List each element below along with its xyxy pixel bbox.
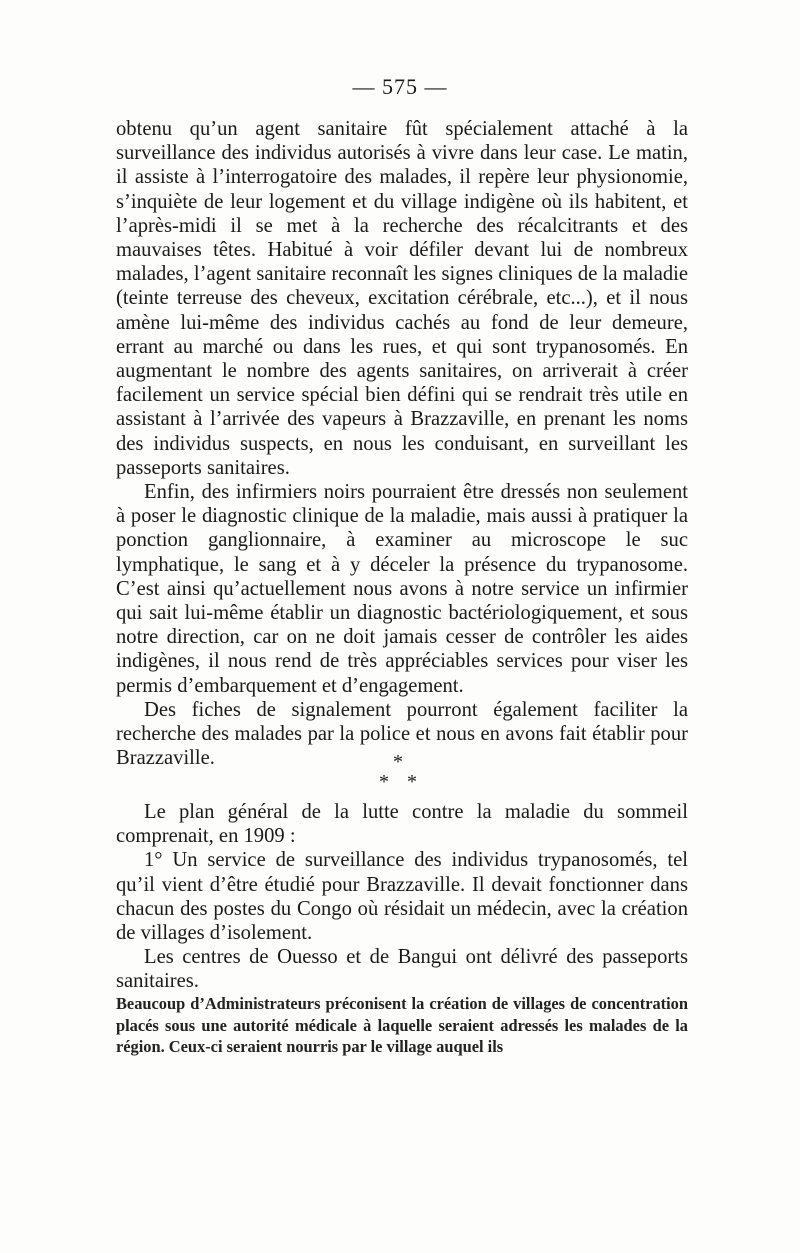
footnote-text: Beaucoup d’Administrateurs préconisent la création de villages de concentration placés sous une autorité médicale à laquelle seraient adressés les malades de la région. Ceux-ci seraient nourris par le village auquel ils [116,994,688,1057]
paragraph-infirmiers: Enfin, des infirmiers noirs pourraient être dressés non seulement à poser le diagnostic clinique de la maladie, mais aussi à pratiquer la ponction ganglionnaire, à examiner au microscope le suc lymphatique, le sang et à y déceler la présence du trypanosome. C’est ainsi qu’actuellement nous avons à notre service un infirmier qui sait lui-même établir un diagnostic bactériologiquement, et sous notre direction, car on ne doit jamais cesser de contrôler les aides indigènes, il nous rend de très appréciables services pour viser les permis d’embarquement et d’engagement. [116,481,688,697]
paragraph-plan-general: Le plan général de la lutte contre la maladie du sommeil comprenait, en 1909 : [116,801,688,848]
paragraph-service-surveillance: 1° Un service de surveillance des individus trypanosomés, tel qu’il vient d’être étudié pour Brazzaville. Il devait fonctionner dans chacun des postes du Congo où résidait un médecin, avec la création de villages d’isolement. [116,849,688,945]
page-number: — 575 — [352,74,448,99]
text-block-surveillance [116,117,688,773]
paragraph-fiches-signalement: Des fiches de signalement pourront également faciliter la recherche des malades par la police et nous en avons fait établir pour Brazzaville. [116,698,688,770]
asterism-star: * [379,771,389,793]
asterism-star: * [393,751,403,773]
asterism-star: * [407,771,417,793]
paragraph-agent-sanitaire: obtenu qu’un agent sanitaire fût spécialement attaché à la surveillance des individus autorisés à vivre dans leur case. Le matin, il assiste à l’interrogatoire des malades, il repère leur physionomie, s’inquiète de leur logement et du village indigène où ils habitent, et l’après-midi il se met à la recherche des récalcitrants et des mauvaises têtes. Habitué à voir défiler devant lui de nombreux malades, l’agent sanitaire reconnaît les signes cliniques de la maladie (teinte terreuse des cheveux, excitation cérébrale, etc...), et il nous amène lui-même des individus cachés au fond de leur demeure, errant au marché ou dans les rues, et qui sont trypanosomés. En augmentant le nombre des agents sanitaires, on arriverait à créer facilement un service spécial bien défini qui se rendrait très utile en assistant à l’arrivée des vapeurs à Brazzaville, en prenant les noms des individus suspects, en nous les conduisant, en surveillant les passeports sanitaires. [116,118,688,479]
footnote [116,993,688,1058]
paragraph-centres-ouesso-bangui: Les centres de Ouesso et de Bangui ont délivré des passeports sanitaires. [116,946,688,993]
text-block-plan-general [116,800,688,994]
